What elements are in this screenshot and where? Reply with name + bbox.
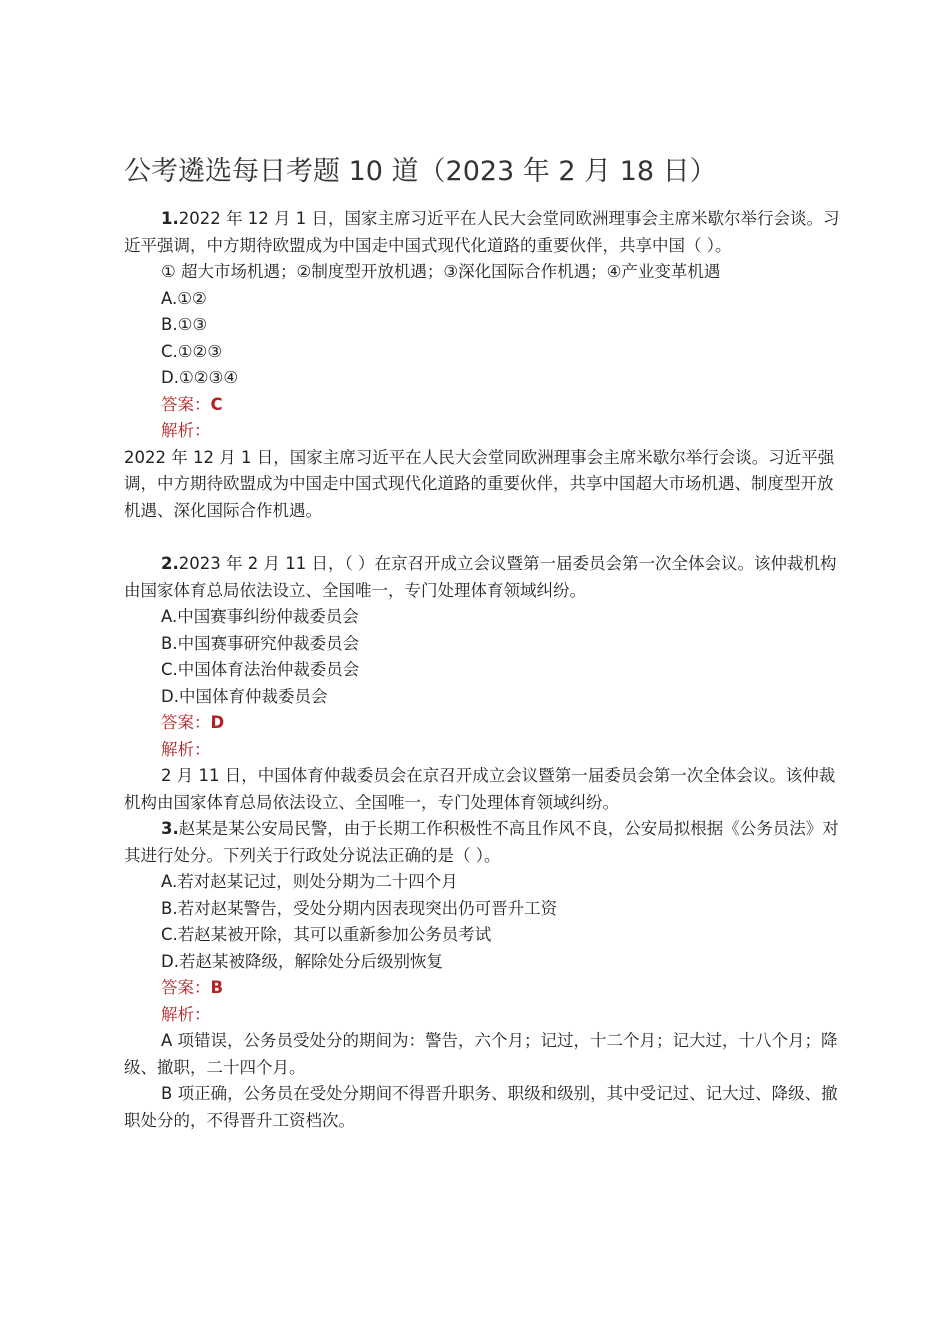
option-c: C.①②③ xyxy=(161,341,223,361)
question-text: 赵某是某公安局民警，由于长期工作积极性不高且作风不良，公安局拟根据《公务员法》对其进行处分。下列关于行政处分说法正确的是（ ）。 xyxy=(124,819,839,865)
question-text: 2022 年 12 月 1 日，国家主席习近平在人民大会堂同欧洲理事会主席米歇尔举行会谈。习近平强调，中方期待欧盟成为中国走中国式现代化道路的重要伙伴，共享中国（ ）。 xyxy=(124,209,840,255)
option-b: B.①③ xyxy=(161,315,208,334)
answer-label: 答案： xyxy=(161,394,211,414)
option-a: A.①② xyxy=(161,288,207,308)
question-list xyxy=(124,206,846,1134)
answer-line xyxy=(124,392,846,419)
answer-value: C xyxy=(210,394,223,414)
question-stem xyxy=(124,206,846,259)
option-a: A.若对赵某记过，则处分期为二十四个月 xyxy=(161,872,458,891)
option-a: A.中国赛事纠纷仲裁委员会 xyxy=(161,607,359,626)
analysis-text: 2022 年 12 月 1 日，国家主席习近平在人民大会堂同欧洲理事会主席米歇尔举行会谈。习近平强调，中方期待欧盟成为中国走中国式现代化道路的重要伙伴，共享中国超大市场机遇、制度型开放机遇、深化国际合作机遇。 xyxy=(124,447,835,520)
question-number: 1. xyxy=(161,209,179,228)
option-b: B.若对赵某警告，受处分期内因表现突出仍可晋升工资 xyxy=(161,898,558,918)
question-number: 2. xyxy=(161,554,179,573)
analysis-text: A 项错误，公务员受处分的期间为：警告，六个月；记过，十二个月；记大过，十八个月；降级、撤职，二十四个月。 xyxy=(124,1031,838,1077)
question-stem xyxy=(124,816,846,869)
analysis-label: 解析： xyxy=(161,421,211,440)
answer-label: 答案： xyxy=(161,713,211,732)
spacer xyxy=(124,524,846,551)
answer-value: D xyxy=(210,713,225,732)
analysis-text: 2 月 11 日，中国体育仲裁委员会在京召开成立会议暨第一届委员会第一次全体会议。该仲裁机构由国家体育总局依法设立、全国唯一，专门处理体育领域纠纷。 xyxy=(124,766,836,812)
analysis-label: 解析： xyxy=(161,1004,211,1024)
answer-label: 答案： xyxy=(161,978,211,997)
option-c: C.若赵某被开除，其可以重新参加公务员考试 xyxy=(161,925,492,944)
question-stem xyxy=(124,551,846,604)
page-title: 公考遴选每日考题 10 道（2023 年 2 月 18 日） xyxy=(124,156,717,187)
question-3 xyxy=(124,816,846,1134)
question-number: 3. xyxy=(161,819,179,838)
option-d: D.中国体育仲裁委员会 xyxy=(161,686,328,706)
option-b: B.中国赛事研究仲裁委员会 xyxy=(161,633,360,653)
answer-line xyxy=(124,975,846,1002)
question-text: 2023 年 2 月 11 日，（ ）在京召开成立会议暨第一届委员会第一次全体会议。该仲裁机构由国家体育总局依法设立、全国唯一，专门处理体育领域纠纷。 xyxy=(124,554,837,600)
option-c: C.中国体育法治仲裁委员会 xyxy=(161,660,360,679)
option-d: D.若赵某被降级，解除处分后级别恢复 xyxy=(161,951,443,971)
analysis-label: 解析： xyxy=(161,739,211,759)
analysis-text: B 项正确，公务员在受处分期间不得晋升职务、职级和级别，其中受记过、记大过、降级、撤职处分的，不得晋升工资档次。 xyxy=(124,1084,838,1130)
option-d: D.①②③④ xyxy=(161,368,239,387)
answer-line xyxy=(124,710,846,737)
question-1 xyxy=(124,206,846,524)
answer-value: B xyxy=(210,978,224,997)
question-statements: ① 超大市场机遇；②制度型开放机遇；③深化国际合作机遇；④产业变革机遇 xyxy=(161,262,721,281)
question-2 xyxy=(124,551,846,816)
